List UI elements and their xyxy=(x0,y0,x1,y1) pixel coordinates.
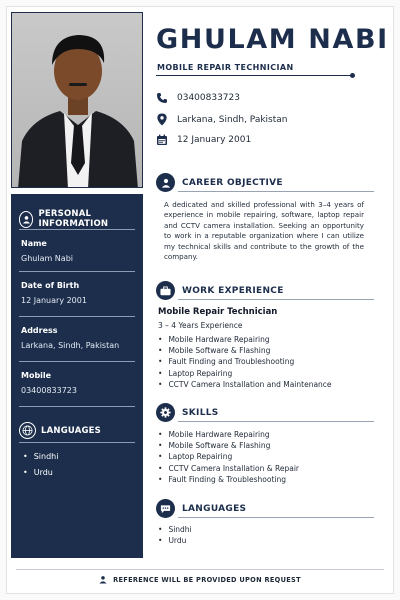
calendar-icon xyxy=(156,134,168,146)
divider xyxy=(178,421,374,422)
field-label-mobile: Mobile xyxy=(21,371,52,380)
user-icon xyxy=(19,211,33,228)
field-label-name: Name xyxy=(21,239,47,248)
work-experience-heading: WORK EXPERIENCE xyxy=(156,281,284,300)
work-job-title: Mobile Repair Technician xyxy=(158,307,278,317)
location-pin-icon xyxy=(156,113,168,126)
skills-list xyxy=(158,429,299,485)
phone-icon xyxy=(156,92,168,104)
divider xyxy=(19,271,135,272)
list-item: • Mobile Software & Flashing xyxy=(158,345,332,356)
contact-location: Larkana, Sindh, Pakistan xyxy=(156,113,287,126)
career-objective-heading: CAREER OBJECTIVE xyxy=(156,173,283,192)
contact-phone: 03400833723 xyxy=(156,92,240,104)
skills-heading: SKILLS xyxy=(156,403,219,422)
list-item: • Mobile Software & Flashing xyxy=(158,440,299,451)
list-item: • Fault Finding & Troubleshooting xyxy=(158,474,299,485)
candidate-name: GHULAM NABI xyxy=(156,24,389,55)
list-item: • Urdu xyxy=(23,468,58,477)
divider xyxy=(178,517,374,518)
divider-dot xyxy=(350,73,355,78)
divider xyxy=(19,406,135,407)
divider xyxy=(19,442,135,443)
list-item: • Mobile Hardware Repairing xyxy=(158,429,299,440)
field-label-address: Address xyxy=(21,326,58,335)
divider xyxy=(19,316,135,317)
speech-bubble-icon xyxy=(156,499,175,518)
field-label-dob: Date of Birth xyxy=(21,281,80,290)
field-value-name: Ghulam Nabi xyxy=(21,254,73,263)
user-icon xyxy=(99,575,107,584)
divider xyxy=(19,361,135,362)
person-portrait-icon xyxy=(12,13,143,188)
languages-heading: LANGUAGES xyxy=(156,499,246,518)
list-item: • Laptop Repairing xyxy=(158,368,332,379)
divider xyxy=(16,569,384,570)
field-value-mobile: 03400833723 xyxy=(21,386,77,395)
gear-icon xyxy=(156,403,175,422)
list-item: • Laptop Repairing xyxy=(158,451,299,462)
footer-text: REFERENCE WILL BE PROVIDED UPON REQUEST xyxy=(113,575,301,584)
globe-icon xyxy=(19,422,36,439)
job-title-header: MOBILE REPAIR TECHNICIAN xyxy=(157,63,294,72)
footer xyxy=(0,575,400,584)
list-item: • CCTV Camera Installation & Repair xyxy=(158,463,299,474)
field-value-dob: 12 January 2001 xyxy=(21,296,87,305)
list-item: • Mobile Hardware Repairing xyxy=(158,334,332,345)
sidebar-language-list xyxy=(23,452,58,484)
briefcase-icon xyxy=(156,281,175,300)
field-value-address: Larkana, Sindh, Pakistan xyxy=(21,341,120,350)
divider xyxy=(178,191,374,192)
career-objective-text: A dedicated and skilled professional with 3–4 years of experience in mobile repairing, software, laptop repair and CCTV camera installation. Seeking an opportunity to work in a reputable organization where I can utilize my technical skills and contribute to the growth of the company. xyxy=(164,200,364,262)
contact-date: 12 January 2001 xyxy=(156,134,251,146)
sidebar xyxy=(11,194,143,558)
languages-list xyxy=(158,524,192,546)
personal-info-heading: PERSONAL INFORMATION xyxy=(19,209,143,229)
work-years: 3 – 4 Years Experience xyxy=(158,321,243,330)
divider xyxy=(178,299,374,300)
list-item: • CCTV Camera Installation and Maintenance xyxy=(158,379,332,390)
person-icon xyxy=(156,173,175,192)
list-item: • Sindhi xyxy=(23,452,58,461)
divider xyxy=(156,75,352,76)
list-item: • Fault Finding and Troubleshooting xyxy=(158,356,332,367)
list-item: • Urdu xyxy=(158,535,192,546)
sidebar-languages-heading: LANGUAGES xyxy=(19,422,101,439)
profile-photo xyxy=(11,12,143,188)
list-item: • Sindhi xyxy=(158,524,192,535)
work-duties-list xyxy=(158,334,332,390)
divider xyxy=(19,229,135,230)
